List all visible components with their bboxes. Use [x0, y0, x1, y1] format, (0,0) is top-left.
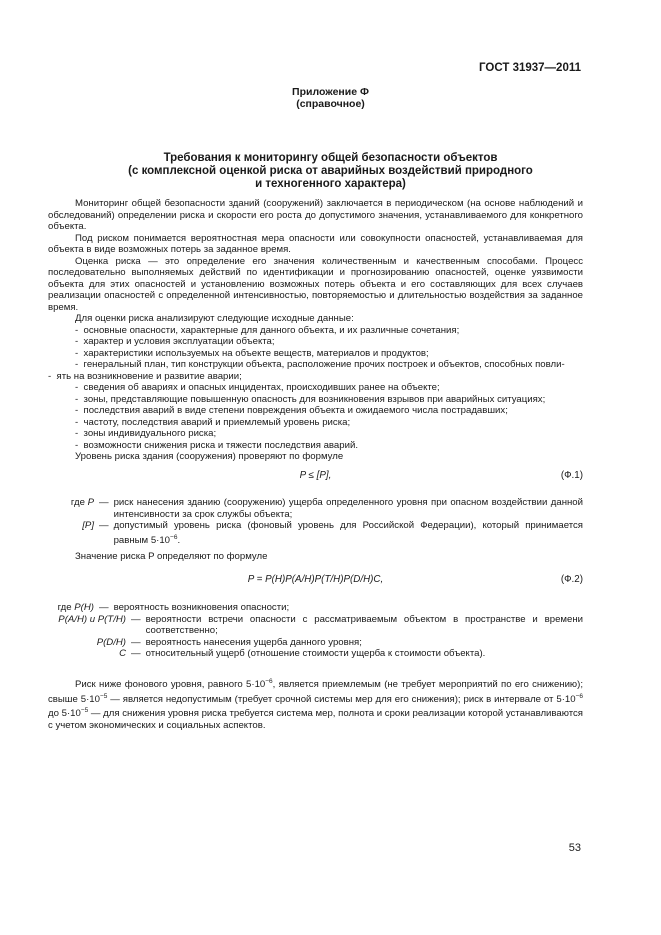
formula-f1	[48, 470, 583, 484]
definitions-f2	[48, 602, 583, 660]
appendix-label: Приложение Ф	[292, 86, 369, 98]
conclusion-text	[48, 676, 583, 731]
formula-number: (Ф.1)	[560, 470, 583, 481]
definition-dash: —	[99, 602, 109, 613]
definition-row	[48, 520, 583, 546]
conclusion-paragraph	[48, 676, 583, 731]
body-text	[48, 198, 583, 463]
list-item: - частоту, последствия аварий и приемлемый уровень риска;	[48, 417, 583, 429]
definition-text-tail: .	[177, 534, 181, 546]
list-item: - характеристики используемых на объекте веществ, материалов и продуктов;	[48, 348, 583, 360]
paragraph: Под риском понимается вероятностная мера опасности или совокупности опасностей, устанавливаемая для объекта в виде возможных потерь за заданное время.	[48, 232, 583, 255]
formula-intro: Уровень риска здания (сооружения) проверяют по формуле	[75, 451, 344, 462]
exponent: −6	[575, 692, 583, 700]
definition-symbol	[48, 497, 94, 520]
definition-row	[48, 614, 583, 637]
section-title	[0, 152, 661, 191]
list-item: - сведения об авариях и опасных инцидентах, происходивших ранее на объекте;	[48, 382, 583, 394]
definition-row	[48, 648, 583, 660]
list-item-continuation-text: ять на возникновение и развитие аварии;	[56, 370, 242, 382]
text-run: , является приемлемым (не требует мероприятий по его снижению); свыше 5·10	[48, 679, 583, 705]
exponent: −6	[265, 678, 273, 685]
exponent: −5	[80, 707, 89, 714]
text-run: Риск ниже фонового уровня, равного 5·10	[75, 679, 266, 690]
symbol-text: P(H)	[74, 602, 94, 613]
definition-row	[48, 602, 583, 614]
definition-dash: —	[131, 648, 141, 659]
definition-text: вероятности встречи опасности с рассматриваемым объектом в пространстве и времени соответственно;	[145, 613, 583, 636]
formula-number: (Ф.2)	[560, 574, 583, 585]
definition-text: относительный ущерб (отношение стоимости ущерба к стоимости объекта).	[145, 648, 486, 659]
definition-row	[48, 497, 583, 520]
title-line-1: Требования к мониторингу общей безопасности объектов	[163, 152, 498, 164]
formula-intro-2	[48, 551, 583, 563]
definition-symbol	[48, 602, 94, 614]
definition-dash: —	[131, 636, 141, 648]
paragraph: Мониторинг общей безопасности зданий (сооружений) заключается в периодическом (на основе наблюдений и обследований) определении риска и скорости его роста до допустимого значения, устанавливаемого для конкретного объекта.	[48, 198, 583, 232]
title-line-3: и техногенного характера)	[255, 178, 406, 190]
definition-symbol: C	[119, 648, 126, 659]
list-item: - основные опасности, характерные для данного объекта, и их различные сочетания;	[48, 325, 583, 337]
list-item: - последствия аварий в виде степени повреждения объекта и ожидаемого числа пострадавших;	[48, 405, 583, 417]
text-run: — для снижения уровня риска требуется система мер, полнота и сроки реализации которой устанавливаются с учетом экономических и социальных аспектов.	[48, 708, 583, 731]
formula-expression: P ≤ [P],	[299, 470, 332, 481]
definition-symbol: [P]	[82, 520, 94, 531]
formula-f2	[48, 574, 583, 588]
definition-prefix: где	[70, 497, 85, 508]
definition-symbol: P(A/H) и P(T/H)	[58, 613, 126, 625]
list-item: - генеральный план, тип конструкции объекта, расположение прочих построек и объектов, способных повли-	[48, 359, 583, 371]
paragraph: Для оценки риска анализируют следующие исходные данные:	[75, 313, 354, 324]
definition-dash: —	[99, 520, 109, 531]
text-run: — является недопустимым (требует срочной системы мер для его снижения); риск в интервале от 5·10	[107, 693, 576, 705]
list-item: - зоны, представляющие повышенную опасность для возникновения взрывов при аварийных ситуациях;	[48, 394, 583, 406]
formula-intro-text: Значение риска P определяют по формуле	[75, 551, 268, 562]
appendix-heading	[0, 86, 661, 110]
list-item: - возможности снижения риска и тяжести последствия аварий.	[48, 440, 583, 452]
list-item: - зоны индивидуального риска;	[48, 428, 583, 440]
definition-row	[48, 637, 583, 649]
definition-dash: —	[131, 613, 141, 625]
definition-text: вероятность возникновения опасности;	[113, 602, 290, 613]
definition-prefix: где	[57, 602, 72, 613]
list-item: - характер и условия эксплуатации объекта;	[48, 336, 583, 348]
definition-dash: —	[99, 497, 109, 508]
exponent: −5	[99, 692, 108, 700]
paragraph: Оценка риска — это определение его значения количественным и качественным способами. Процесс последовательно выполняемых действий по идентификации и прогнозированию опасностей, оценке уязвимости объекта для этих опасностей и установлению возможных потерь объекта и его составляющих для всех случаев реализации опасностей с определенной интенсивностью, повторяемостью и длительностью воздействия за заданное время.	[48, 255, 583, 313]
standard-code: ГОСТ 31937—2011	[479, 62, 581, 74]
text-run: до 5·10	[48, 708, 81, 719]
page-number: 53	[568, 842, 581, 854]
title-line-2: (с комплексной оценкой риска от аварийных воздействий природного	[128, 165, 533, 177]
symbol-text: P	[87, 497, 94, 508]
definition-text: риск нанесения зданию (сооружению) ущерба определенного уровня при опасном воздействии данной интенсивности за срок службы объекта;	[113, 497, 583, 520]
exponent: −6	[170, 533, 178, 541]
definition-symbol: P(D/H)	[96, 636, 126, 648]
list-item-continuation	[48, 371, 583, 383]
definition-text-main: допустимый уровень риска (фоновый уровень для Российской Федерации), который принимается равным 5·10	[113, 520, 583, 546]
appendix-type: (справочное)	[296, 98, 365, 110]
definitions-f1	[48, 497, 583, 546]
definition-text: вероятность нанесения ущерба данного уровня;	[145, 636, 362, 648]
formula-expression: P = P(H)P(A/H)P(T/H)P(D/H)C,	[247, 574, 384, 585]
definition-text	[114, 520, 583, 546]
